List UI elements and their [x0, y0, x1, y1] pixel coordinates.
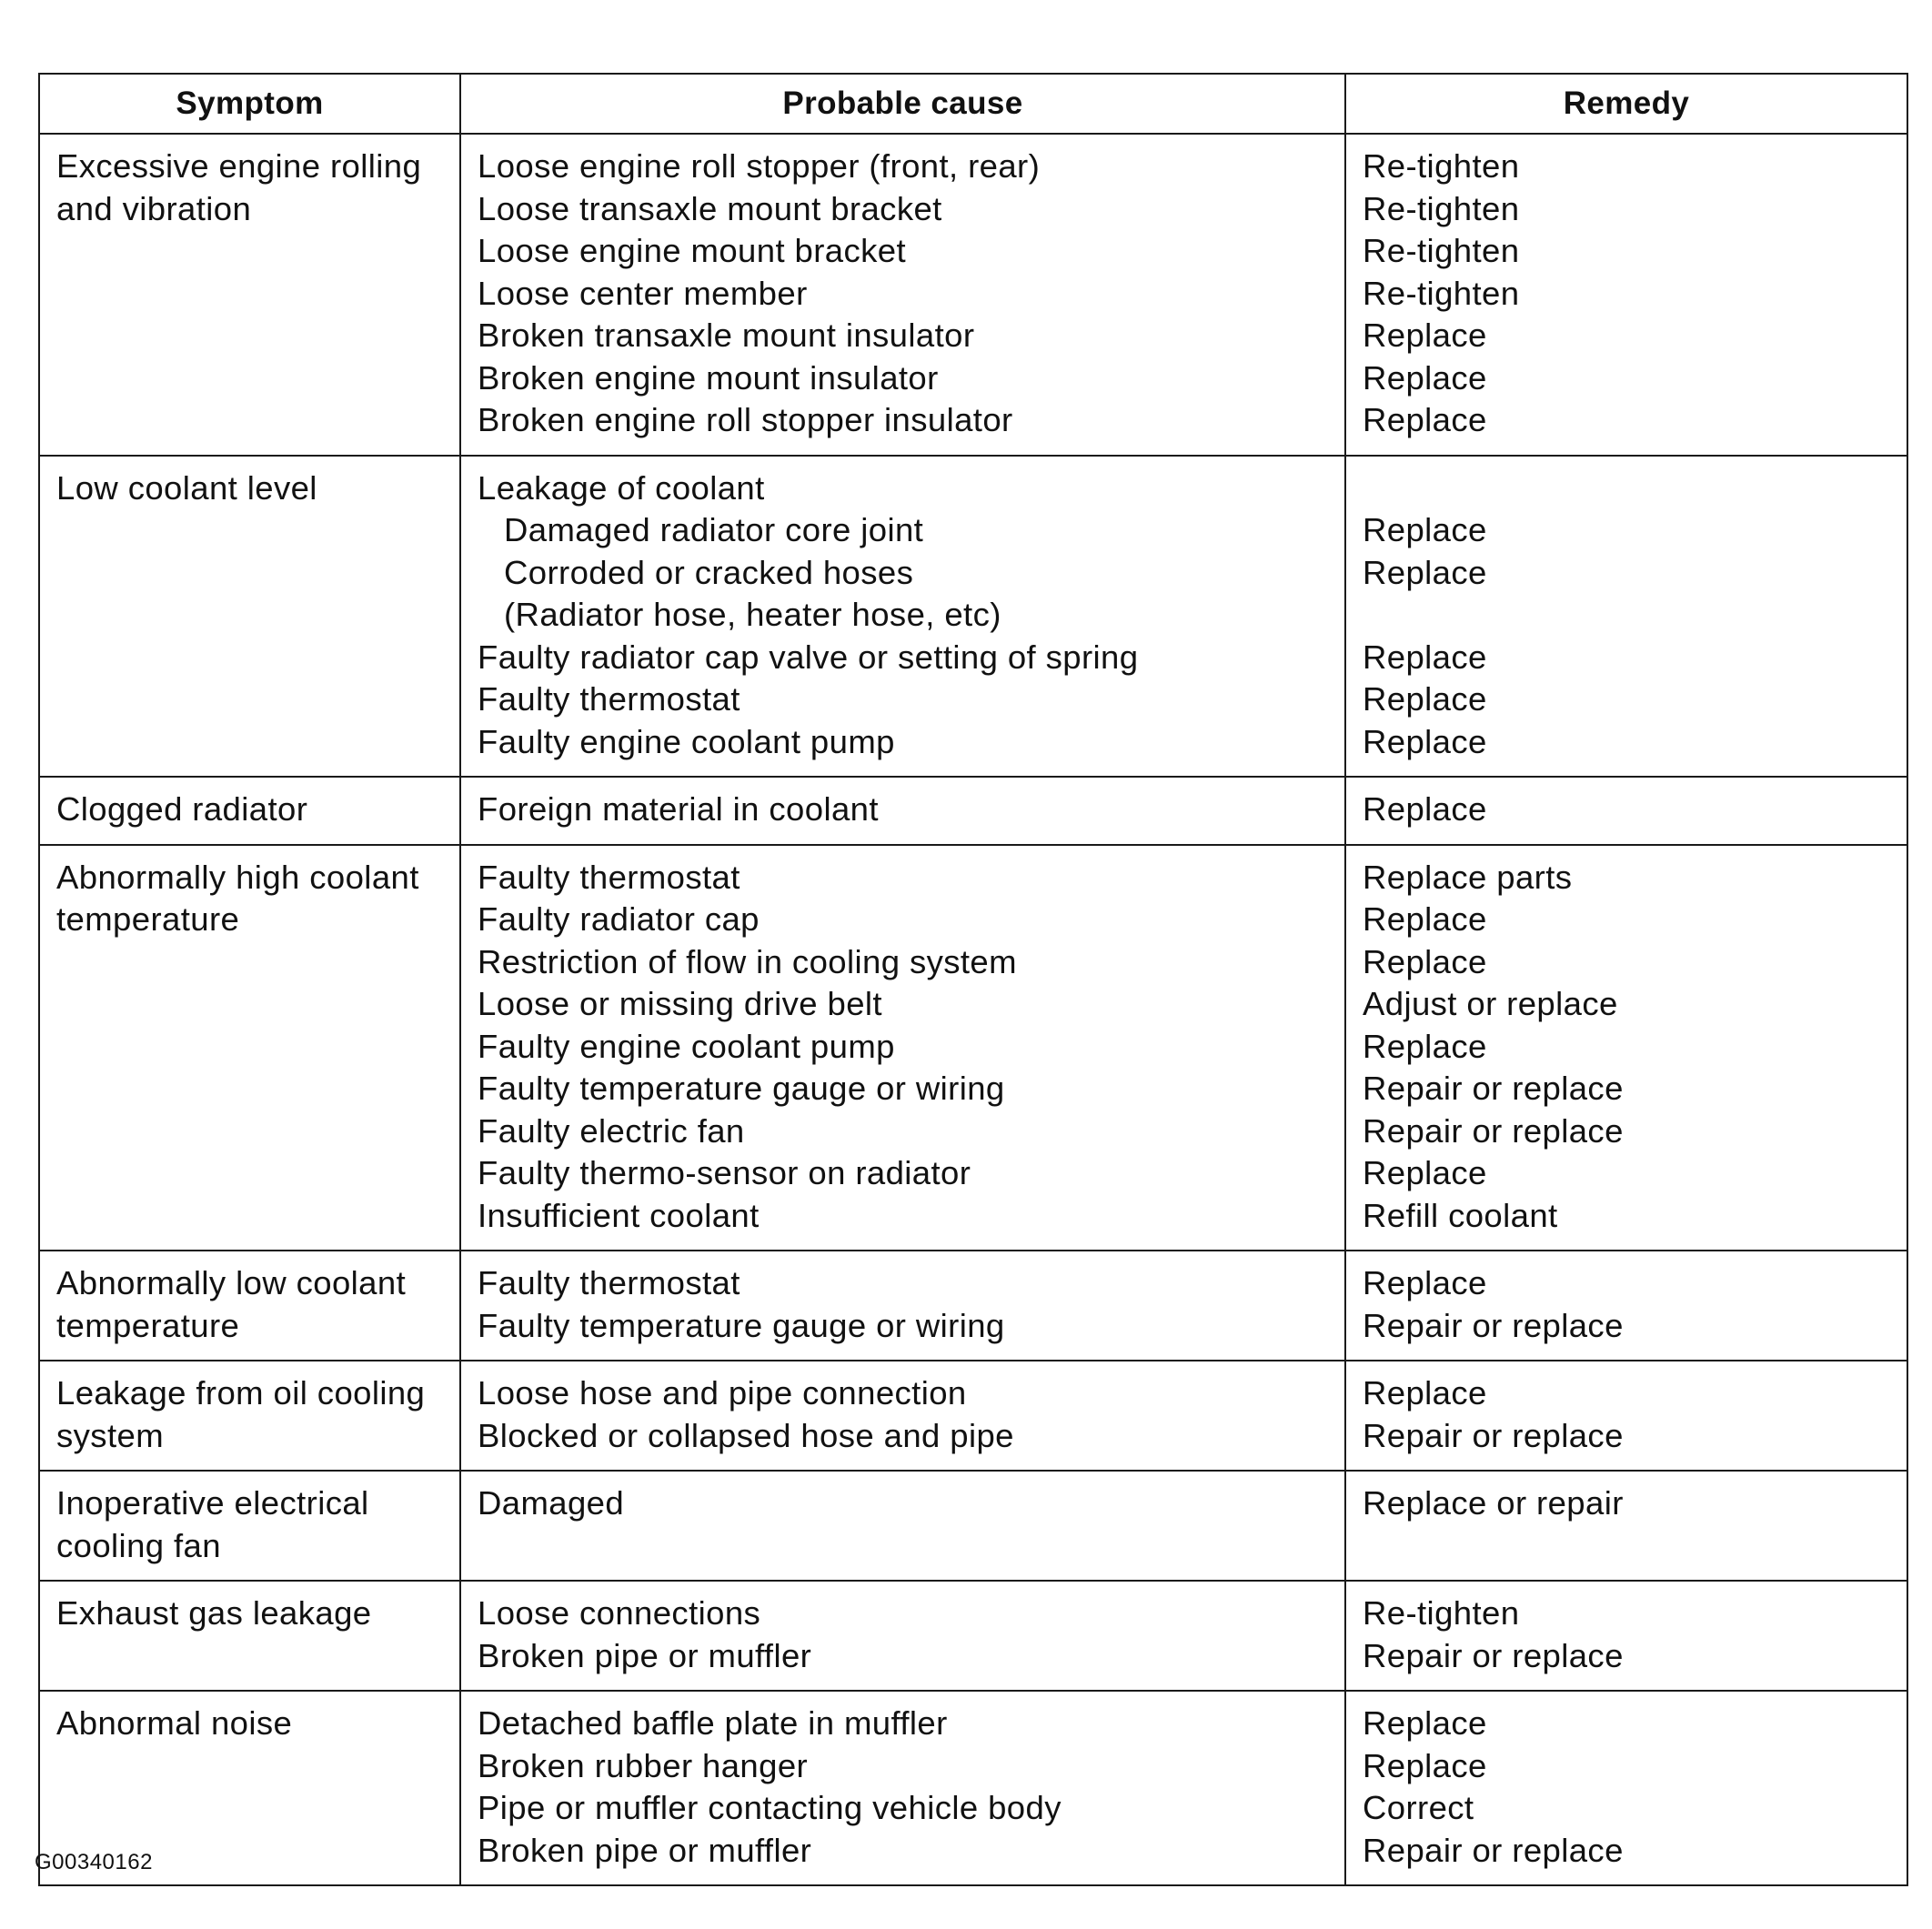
cause-line: Foreign material in coolant	[478, 790, 879, 828]
header-remedy: Remedy	[1345, 74, 1907, 134]
cause-line: Faulty radiator cap	[478, 900, 760, 938]
remedy-line: Replace	[1363, 1264, 1487, 1301]
remedy-line: Re-tighten	[1363, 189, 1520, 227]
remedy-line: Adjust or replace	[1363, 985, 1618, 1022]
remedy-line: Replace	[1363, 1704, 1487, 1742]
remedy-cell	[1345, 456, 1907, 778]
remedy-line	[1363, 1525, 1890, 1568]
remedy-cell	[1345, 1251, 1907, 1361]
remedy-line: Replace	[1363, 553, 1487, 591]
symptom-cell	[39, 1581, 460, 1691]
cause-line: Faulty engine coolant pump	[478, 722, 895, 760]
remedy-line: Replace	[1363, 358, 1487, 397]
remedy-cell	[1345, 845, 1907, 1251]
cause-line: Faulty thermostat	[478, 680, 740, 718]
cause-cell	[460, 456, 1345, 778]
remedy-line: Replace	[1363, 900, 1487, 938]
remedy-line: Repair or replace	[1363, 1831, 1624, 1869]
symptom-text: Abnormal noise	[56, 1704, 293, 1742]
cause-line: Broken pipe or muffler	[478, 1636, 812, 1674]
cause-line: Broken engine mount insulator	[478, 358, 939, 397]
symptom-text: Exhaust gas leakage	[56, 1594, 372, 1632]
remedy-line: Repair or replace	[1363, 1636, 1624, 1674]
remedy-line: Replace	[1363, 1027, 1487, 1065]
cause-cell	[460, 1361, 1345, 1471]
cause-line: Faulty electric fan	[478, 1111, 745, 1150]
cause-line: Faulty thermo-sensor on radiator	[478, 1154, 971, 1191]
remedy-cell	[1345, 1691, 1907, 1885]
table-header-row	[39, 74, 1907, 134]
table-row	[39, 1251, 1907, 1361]
symptom-text: Clogged radiator	[56, 790, 308, 828]
remedy-line: Replace parts	[1363, 858, 1573, 896]
cause-line: Faulty thermostat	[478, 1264, 740, 1301]
cause-line: Corroded or cracked hoses	[504, 553, 914, 591]
cause-line: Insufficient coolant	[478, 1196, 760, 1234]
remedy-cell	[1345, 1471, 1907, 1581]
cause-line: Detached baffle plate in muffler	[478, 1704, 948, 1742]
remedy-cell	[1345, 777, 1907, 845]
table-body	[39, 134, 1907, 1885]
remedy-line: Repair or replace	[1363, 1070, 1624, 1107]
remedy-line: Re-tighten	[1363, 232, 1520, 269]
cause-line: Faulty temperature gauge or wiring	[478, 1070, 1005, 1107]
cause-line: Loose hose and pipe connection	[478, 1374, 967, 1412]
cause-cell	[460, 845, 1345, 1251]
cause-line: Leakage of coolant	[478, 468, 765, 507]
remedy-cell	[1345, 1361, 1907, 1471]
cause-cell	[460, 134, 1345, 456]
remedy-line: Replace	[1363, 1374, 1487, 1412]
cause-line	[478, 1525, 1328, 1568]
symptom-text: Abnormally high coolant temperature	[56, 858, 419, 938]
symptom-cell	[39, 777, 460, 845]
cause-line: Loose engine roll stopper (front, rear)	[478, 147, 1041, 185]
remedy-line: Replace	[1363, 722, 1487, 760]
remedy-line: Replace	[1363, 1154, 1487, 1191]
symptom-cell	[39, 456, 460, 778]
cause-cell	[460, 1691, 1345, 1885]
table-row	[39, 1471, 1907, 1581]
cause-line: Faulty temperature gauge or wiring	[478, 1306, 1005, 1344]
symptom-cell	[39, 1361, 460, 1471]
cause-cell	[460, 777, 1345, 845]
cause-cell	[460, 1251, 1345, 1361]
remedy-line: Replace	[1363, 316, 1487, 354]
cause-cell	[460, 1581, 1345, 1691]
symptom-text: Inoperative electrical cooling fan	[56, 1484, 369, 1564]
symptom-text: Leakage from oil cooling system	[56, 1374, 426, 1454]
header-symptom: Symptom	[39, 74, 460, 134]
remedy-line: Replace	[1363, 680, 1487, 718]
remedy-line: Refill coolant	[1363, 1196, 1558, 1234]
troubleshooting-table	[38, 73, 1908, 1886]
remedy-cell	[1345, 1581, 1907, 1691]
table-row	[39, 845, 1907, 1251]
cause-line: Faulty engine coolant pump	[478, 1027, 895, 1065]
cause-line: Blocked or collapsed hose and pipe	[478, 1416, 1014, 1454]
symptom-text: Low coolant level	[56, 468, 317, 507]
cause-line: Broken transaxle mount insulator	[478, 316, 975, 354]
cause-line: Faulty thermostat	[478, 858, 740, 896]
remedy-line: Replace	[1363, 638, 1487, 676]
cause-cell	[460, 1471, 1345, 1581]
cause-line: Broken pipe or muffler	[478, 1831, 812, 1869]
remedy-line: Replace	[1363, 1746, 1487, 1784]
cause-line: Pipe or muffler contacting vehicle body	[478, 1789, 1062, 1826]
table-row	[39, 1361, 1907, 1471]
remedy-line: Correct	[1363, 1789, 1474, 1826]
table-row	[39, 777, 1907, 845]
remedy-line	[1363, 467, 1890, 510]
remedy-line: Re-tighten	[1363, 147, 1520, 185]
symptom-cell	[39, 1251, 460, 1361]
cause-line: Broken rubber hanger	[478, 1746, 809, 1784]
cause-line: Broken engine roll stopper insulator	[478, 401, 1013, 438]
cause-line: Damaged	[478, 1484, 625, 1522]
remedy-line: Replace or repair	[1363, 1484, 1624, 1522]
cause-line: Restriction of flow in cooling system	[478, 942, 1017, 980]
remedy-line: Replace	[1363, 401, 1487, 438]
remedy-line: Re-tighten	[1363, 1594, 1520, 1632]
cause-line: Faulty radiator cap valve or setting of spring	[478, 638, 1139, 676]
table-row	[39, 1581, 1907, 1691]
header-probable-cause: Probable cause	[460, 74, 1345, 134]
cause-line: Loose or missing drive belt	[478, 985, 882, 1022]
cause-line: (Radiator hose, heater hose, etc)	[504, 596, 1001, 633]
symptom-cell	[39, 845, 460, 1251]
table-row	[39, 456, 1907, 778]
figure-code: G00340162	[35, 1850, 153, 1874]
table-row	[39, 1691, 1907, 1885]
remedy-line: Repair or replace	[1363, 1416, 1624, 1454]
symptom-cell	[39, 1471, 460, 1581]
remedy-line: Replace	[1363, 790, 1487, 828]
cause-line: Loose connections	[478, 1594, 761, 1632]
remedy-line: Re-tighten	[1363, 274, 1520, 312]
table-row	[39, 134, 1907, 456]
remedy-line	[1363, 594, 1890, 637]
remedy-cell	[1345, 134, 1907, 456]
symptom-cell	[39, 134, 460, 456]
remedy-line: Replace	[1363, 511, 1487, 548]
cause-line: Loose engine mount bracket	[478, 232, 907, 269]
symptom-text: Excessive engine rolling and vibration	[56, 147, 422, 227]
remedy-line: Repair or replace	[1363, 1111, 1624, 1150]
cause-line: Loose transaxle mount bracket	[478, 189, 942, 227]
cause-line: Damaged radiator core joint	[504, 511, 924, 548]
remedy-line: Repair or replace	[1363, 1306, 1624, 1344]
symptom-text: Abnormally low coolant temperature	[56, 1264, 407, 1344]
remedy-line: Replace	[1363, 942, 1487, 980]
cause-line: Loose center member	[478, 274, 808, 312]
